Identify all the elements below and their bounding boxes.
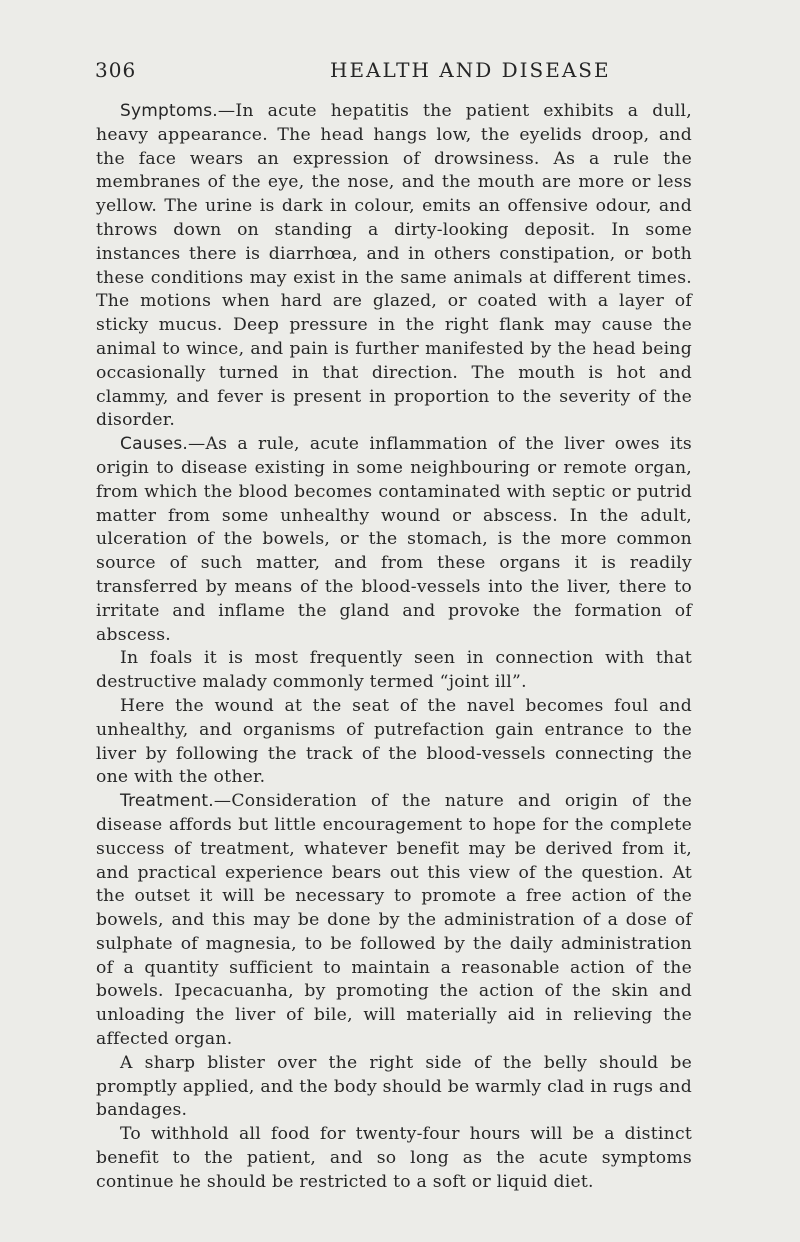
paragraph-symptoms [96, 100, 692, 433]
paragraph-text: —In acute hepatitis the patient exhibits a dull, heavy appearance. The head hangs low, the eyelids droop, and the face wears an expression of drowsiness. As a rule the membranes of the eye, the nose, and the mouth are more or less yellow. The urine is dark in colour, emits an offensive odour, and throws down on standing a dirty-looking deposit. In some instances there is diarrhœa, and in others constipation, or both these conditions may exist in the same animals at different times. The motions when hard are glazed, or coated with a layer of sticky mucus. Deep pressure in the right flank may cause the animal to wince, and pain is further manifested by the head being occasionally turned in that direction. The mouth is hot and clammy, and fever is present in proportion to the severity of the disorder. [96, 101, 692, 431]
running-head: HEALTH AND DISEASE [330, 58, 611, 82]
paragraph-text: —Consideration of the nature and origin of the disease affords but little encouragement to hope for the complete success of treatment, whatever benefit may be derived from it, and practical experience bears out this view of the question. At the outset it will be necessary to promote a free action of the bowels, and this may be done by the administration of a dose of sulphate of magnesia, to be followed by the daily administration of a quantity sufficient to maintain a reasonable action of the bowels. Ipecacuanha, by promoting the action of the skin and unloading the liver of bile, will materially aid in relieving the affected organ. [96, 791, 692, 1050]
section-heading-treatment: Treatment. [120, 791, 214, 812]
paragraph-treatment [96, 790, 692, 1052]
section-heading-causes: Causes. [120, 434, 189, 455]
body-text [96, 100, 692, 1195]
page-header [95, 58, 708, 88]
paragraph-text: In foals it is most frequently seen in connection with that destructive malady commonly termed “joint ill”. [96, 648, 692, 693]
paragraph-text: To withhold all food for twenty-four hours will be a distinct benefit to the patient, and so long as the acute symptoms continue he should be restricted to a soft or liquid diet. [96, 1124, 692, 1192]
paragraph-causes [96, 433, 692, 647]
paragraph-diet [96, 1123, 692, 1194]
paragraph-text: —As a rule, acute inflammation of the liver owes its origin to disease existing in some neighbouring or remote organ, from which the blood becomes contaminated with septic or putrid matter from some unhealthy wound or abscess. In the adult, ulceration of the bowels, or the stomach, is the more common source of such matter, and from these organs it is readily transferred by means of the blood-vessels into the liver, there to irritate and inflame the gland and provoke the formation of abscess. [96, 434, 692, 645]
paragraph-blister [96, 1052, 692, 1123]
paragraph-foals [96, 647, 692, 695]
page-number: 306 [95, 58, 137, 82]
paragraph-navel-wound [96, 695, 692, 790]
section-heading-symptoms: Symptoms. [120, 101, 218, 121]
paragraph-text: A sharp blister over the right side of the belly should be promptly applied, and the body should be warmly clad in rugs and bandages. [96, 1052, 692, 1121]
paragraph-text: Here the wound at the seat of the navel becomes foul and unhealthy, and organisms of putrefaction gain entrance to the liver by following the track of the blood-vessels connecting the one with the other. [96, 695, 692, 788]
